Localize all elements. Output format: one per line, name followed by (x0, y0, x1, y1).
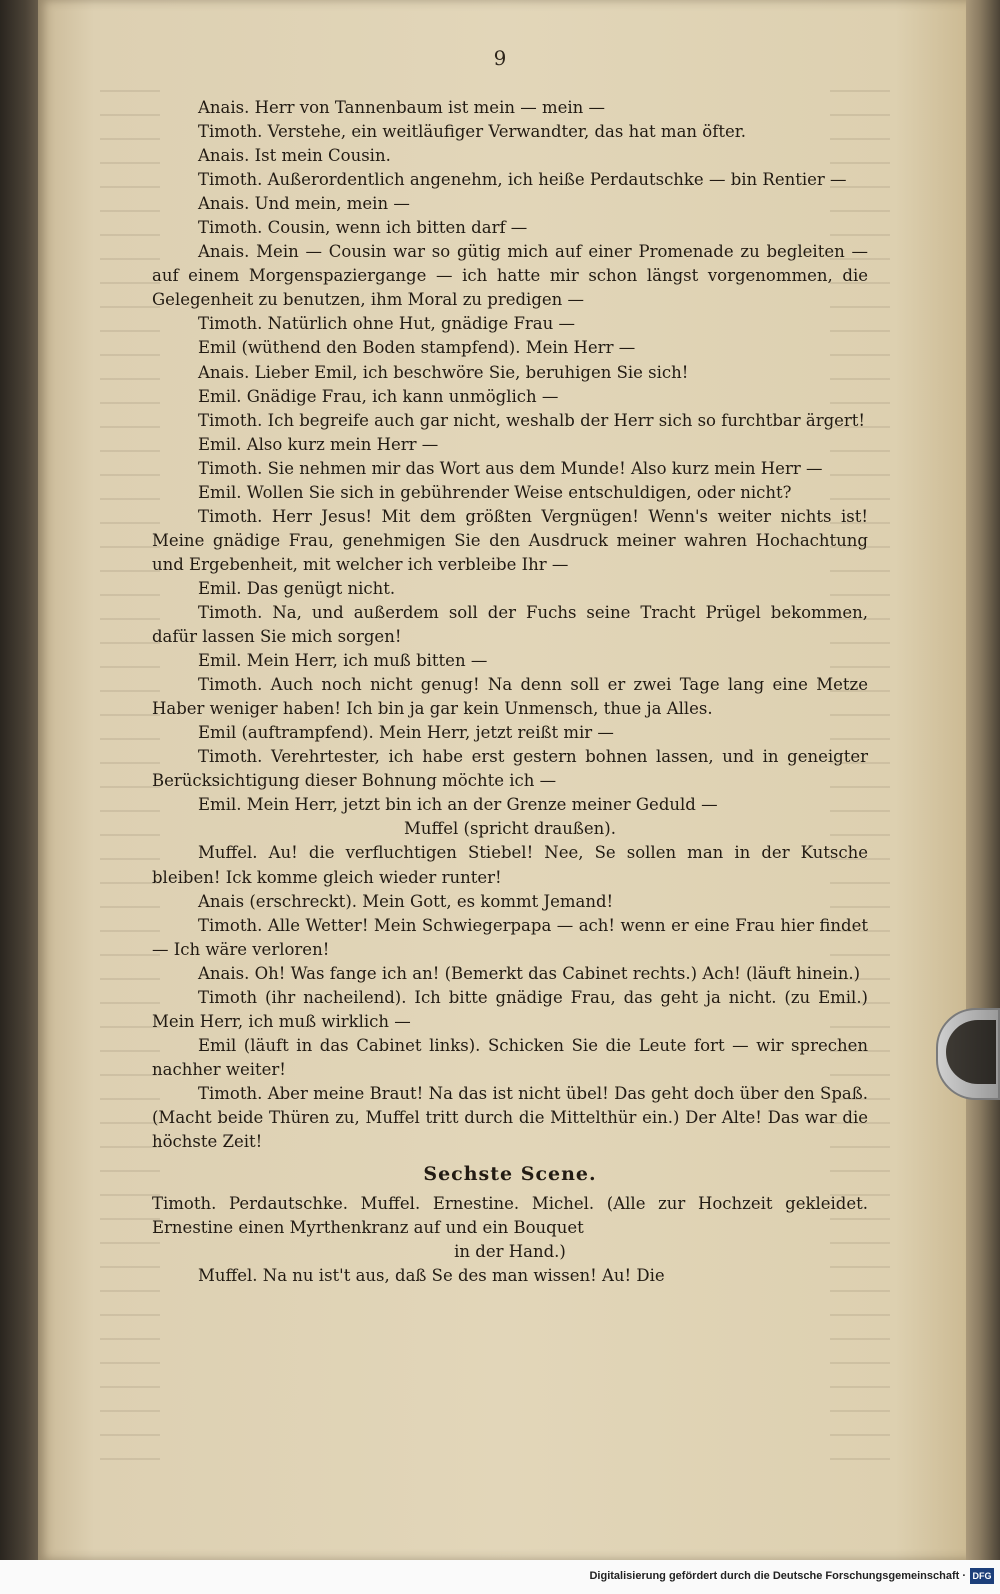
dialogue-line: Anais (erschreckt). Mein Gott, es kommt Jemand! (198, 891, 614, 911)
dialogue-line: Emil. Mein Herr, jetzt bin ich an der Grenze meiner Geduld — (198, 795, 718, 815)
dfg-logo: DFG (970, 1568, 994, 1584)
dialogue-line: Timoth. Ich begreife auch gar nicht, weshalb der Herr sich so furchtbar ärgert! (198, 410, 866, 430)
dialogue-line: Emil. Das genügt nicht. (198, 578, 396, 598)
book-gutter (0, 0, 42, 1560)
dialogue-line: Anais. Herr von Tannenbaum ist mein — mein — (198, 98, 606, 117)
dialogue-line: Emil (läuft in das Cabinet links). Schicken Sie die Leute fort — wir sprechen nachher weiter! (152, 1035, 868, 1079)
page-number: 9 (493, 46, 507, 70)
dialogue-line: Timoth. Alle Wetter! Mein Schwiegerpapa — ach! wenn er eine Frau hier findet — Ich wäre verloren! (152, 915, 868, 959)
cast-line: Timoth. Perdautschke. Muffel. Ernestine. Michel. (Alle zur Hochzeit gekleidet. Ernestine einen Myrthenkranz auf und ein Bouquet (152, 1194, 868, 1238)
cast-line-end: in der Hand.) (454, 1242, 566, 1262)
page-text (152, 96, 868, 1288)
page-edge (966, 0, 1000, 1560)
dialogue-line: Anais. Mein — Cousin war so gütig mich auf einer Promenade zu begleiten — auf einem Morgenspaziergange — ich hatte mir schon längst vorgenommen, die Gelegenheit zu benutzen, ihm Moral zu predigen — (152, 242, 868, 310)
dialogue-line: Anais. Lieber Emil, ich beschwöre Sie, beruhigen Sie sich! (198, 362, 689, 382)
dialogue-line: Emil. Also kurz mein Herr — (198, 434, 439, 454)
dialogue-line: Emil. Mein Herr, ich muß bitten — (198, 651, 488, 671)
dialogue-line: Anais. Ist mein Cousin. (198, 146, 391, 166)
dialogue-line: Timoth. Cousin, wenn ich bitten darf — (198, 218, 528, 238)
dialogue-line: Timoth. Natürlich ohne Hut, gnädige Frau — (198, 314, 576, 334)
dialogue-line: Timoth. Aber meine Braut! Na das ist nicht übel! Das geht doch über den Spaß. (Macht beide Thüren zu, Muffel tritt durch die Mittelthür ein.) Der Alte! Das war die höchste Zeit! (152, 1083, 868, 1152)
digitization-credit: Digitalisierung gefördert durch die Deutsche Forschungsgemeinschaft · (589, 1570, 966, 1582)
scene-heading: Sechste Scene. (423, 1163, 597, 1186)
dialogue-line: Anais. Oh! Was fange ich an! (Bemerkt das Cabinet rechts.) Ach! (läuft hinein.) (198, 963, 861, 983)
dialogue-line: Timoth. Na, und außerdem soll der Fuchs seine Tracht Prügel bekommen, dafür lassen Sie mich sorgen! (152, 602, 868, 647)
dialogue-line: Anais. Und mein, mein — (198, 194, 410, 214)
dialogue-line: Timoth. Verehrtester, ich habe erst gestern bohnen lassen, und in geneigter Berücksichtigung dieser Bohnung möchte ich — (152, 747, 868, 791)
dialogue-line: Muffel. Au! die verfluchtigen Stiebel! Nee, Se sollen man in der Kutsche bleiben! Ick komme gleich wieder runter! (152, 843, 868, 887)
dialogue-line: Timoth. Verstehe, ein weitläufiger Verwandter, das hat man öfter. (198, 122, 747, 142)
dialogue-line: Emil (wüthend den Boden stampfend). Mein Herr — (198, 338, 636, 358)
dialogue-line: Muffel. Na nu ist't aus, daß Se des man wissen! Au! Die (198, 1266, 665, 1286)
dialogue-line: Timoth. Außerordentlich angenehm, ich heiße Perdautschke — bin Rentier — (198, 170, 847, 190)
bleed-through-left (100, 90, 160, 1470)
dialogue-line: Timoth (ihr nacheilend). Ich bitte gnädige Frau, das geht ja nicht. (zu Emil.) Mein Herr, ich muß wirklich — (152, 987, 868, 1031)
dialogue-line: Emil. Gnädige Frau, ich kann unmöglich — (198, 386, 559, 406)
dialogue-line: Timoth. Herr Jesus! Mit dem größten Vergnügen! Wenn's weiter nichts ist! Meine gnädige Frau, genehmigen Sie den Ausdruck meiner wahren Hochachtung und Ergebenheit, mit welcher ich verbleibe Ihr — (152, 506, 868, 574)
stage-direction: Muffel (spricht draußen). (404, 819, 616, 839)
dialogue-line: Emil (auftrampfend). Mein Herr, jetzt reißt mir — (198, 723, 614, 743)
dialogue-line: Timoth. Sie nehmen mir das Wort aus dem Munde! Also kurz mein Herr — (198, 458, 823, 478)
dialogue-line: Emil. Wollen Sie sich in gebührender Weise entschuldigen, oder nicht? (198, 482, 792, 502)
dialogue-line: Timoth. Auch noch nicht genug! Na denn soll er zwei Tage lang eine Metze Haber weniger haben! Ich bin ja gar kein Unmensch, thue ja Alles. (152, 675, 868, 719)
